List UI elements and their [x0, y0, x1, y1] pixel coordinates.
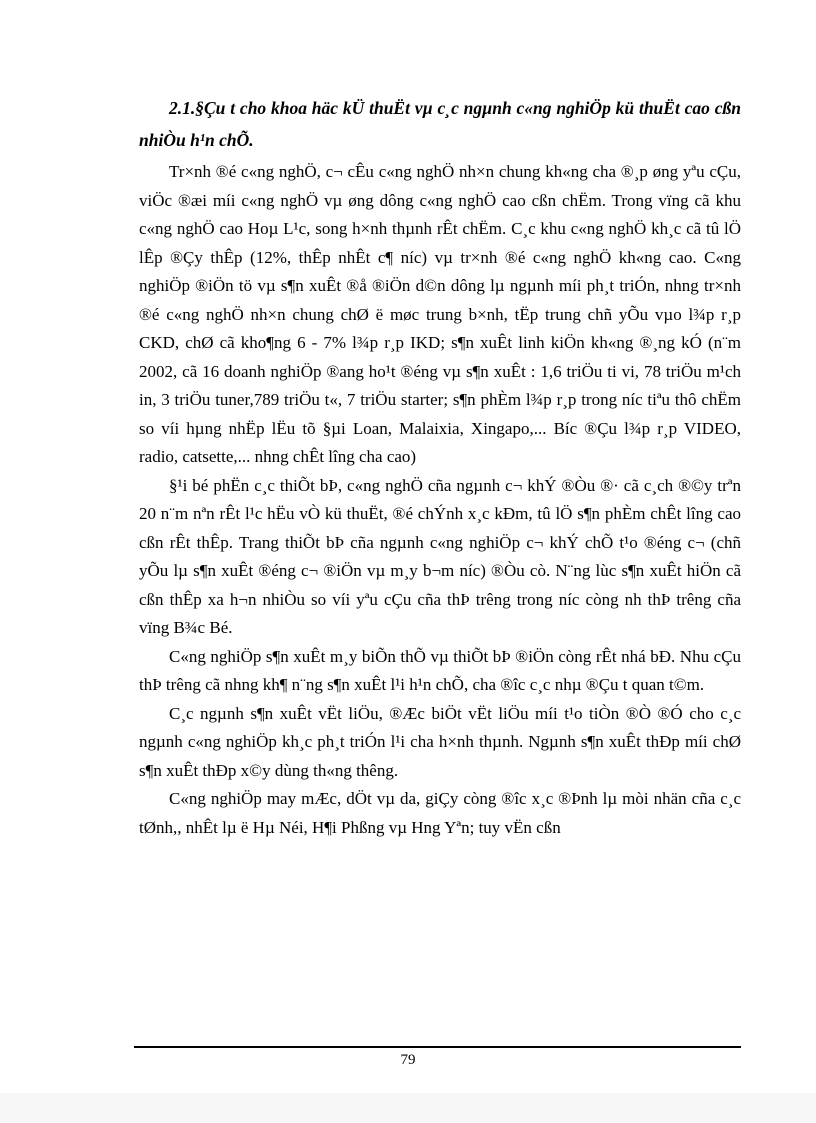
- paragraph-transformer-industry: C«ng nghiÖp s¶n xuÊt m¸y biÕn thÕ vµ thiÕt bÞ ®iÖn còng rÊt nhá bÐ. Nhu cÇu thÞ trêng cã nhng kh¶ n¨ng s¶n xuÊt l¹i h¹n chÕ, cha ®îc c¸c nhµ ®Çu t quan t©m.: [139, 646, 741, 694]
- page-content: [139, 92, 741, 842]
- paragraph-mechanical-equipment: §¹i bé phËn c¸c thiÕt bÞ, c«ng nghÖ cña ngµnh c¬ khÝ ®Òu ®· cã c¸ch ®©y trªn 20 n¨m nªn rÊt l¹c hËu vÒ kü thuËt, ®é chÝnh x¸c kÐm, tû lÖ s¶n phÈm chÊt lîng cao cßn rÊt thÊp. Trang thiÕt bÞ cña ngµnh c«ng nghiÖp c¬ khÝ chÕ t¹o ®éng c¬ (chñ yÕu lµ s¶n xuÊt ®éng c¬ ®iÖn vµ m¸y b¬m níc) ®Òu cò. N¨ng lùc s¶n xuÊt hiÖn cã cßn thÊp xa h¬n nhiÒu so víi yªu cÇu cña thÞ trêng trong níc còng nh thÞ trêng cña vïng B¾c Bé.: [139, 475, 741, 637]
- page-number: 79: [400, 1052, 416, 1068]
- paragraph-technology-level: Tr×nh ®é c«ng nghÖ, c¬ cÊu c«ng nghÖ nh×n chung kh«ng cha ®¸p øng yªu cÇu, viÖc ®æi míi c«ng nghÖ vµ øng dông c«ng nghÖ cao cßn chËm. Trong vïng cã khu c«ng nghÖ cao Hoµ L¹c, song h×nh thµnh rÊt chËm. C¸c khu c«ng nghÖ kh¸c cã tû lÖ lÊp ®Çy thÊp (12%, thÊp nhÊt c¶ níc) vµ tr×nh ®é c«ng nghÖ kh«ng cao. C«ng nghiÖp ®iÖn tö vµ s¶n xuÊt ®å ®iÖn d©n dông lµ ngµnh míi ph¸t triÓn, nhng tr×nh ®é c«ng nghÖ nh×n chung chØ ë møc trung b×nh, tËp trung chñ yÕu vµo l¾p r¸p CKD, chØ cã kho¶ng 6 - 7% l¾p r¸p IKD; s¶n xuÊt linh kiÖn kh«ng ®¸ng kÓ (n¨m 2002, cã 16 doanh nghiÖp ®ang ho¹t ®éng vµ s¶n xuÊt : 1,6 triÖu ti vi, 78 triÖu m¹ch in, 3 triÖu tuner,789 triÖu t«, 7 triÖu starter; s¶n phÈm l¾p r¸p trong níc tiªu thô chËm so víi hµng nhËp lËu tõ §µi Loan, Malaixia, Xingapo,... Bíc ®Çu l¾p r¸p VIDEO, radio, catsette,... nhng chÊt lîng cha cao): [139, 162, 741, 466]
- page-bottom-band: [0, 1093, 816, 1123]
- paragraph-textile-industry: C«ng nghiÖp may mÆc, dÖt vµ da, giÇy còng ®îc x¸c ®Þnh lµ mòi nhän cña c¸c tØnh,, nhÊt lµ ë Hµ Néi, H¶i Phßng vµ Hng Yªn; tuy vËn cßn: [139, 789, 741, 837]
- paragraph-materials-industry: C¸c ngµnh s¶n xuÊt vËt liÖu, ®Æc biÖt vËt liÖu míi t¹o tiÒn ®Ò ®Ó cho c¸c ngµnh c«ng nghiÖp kh¸c ph¸t triÓn l¹i cha h×nh thµnh. Ngµnh s¶n xuÊt thÐp míi chØ s¶n xuÊt thÐp x©y dùng th«ng thêng.: [139, 703, 741, 780]
- section-heading: 2.1.§Çu t cho khoa häc kÜ thuËt vµ c¸c ngµnh c«ng nghiÖp kü thuËt cao cßn nhiÒu h¹n chÕ.: [139, 98, 741, 150]
- footer-divider: [134, 1046, 741, 1048]
